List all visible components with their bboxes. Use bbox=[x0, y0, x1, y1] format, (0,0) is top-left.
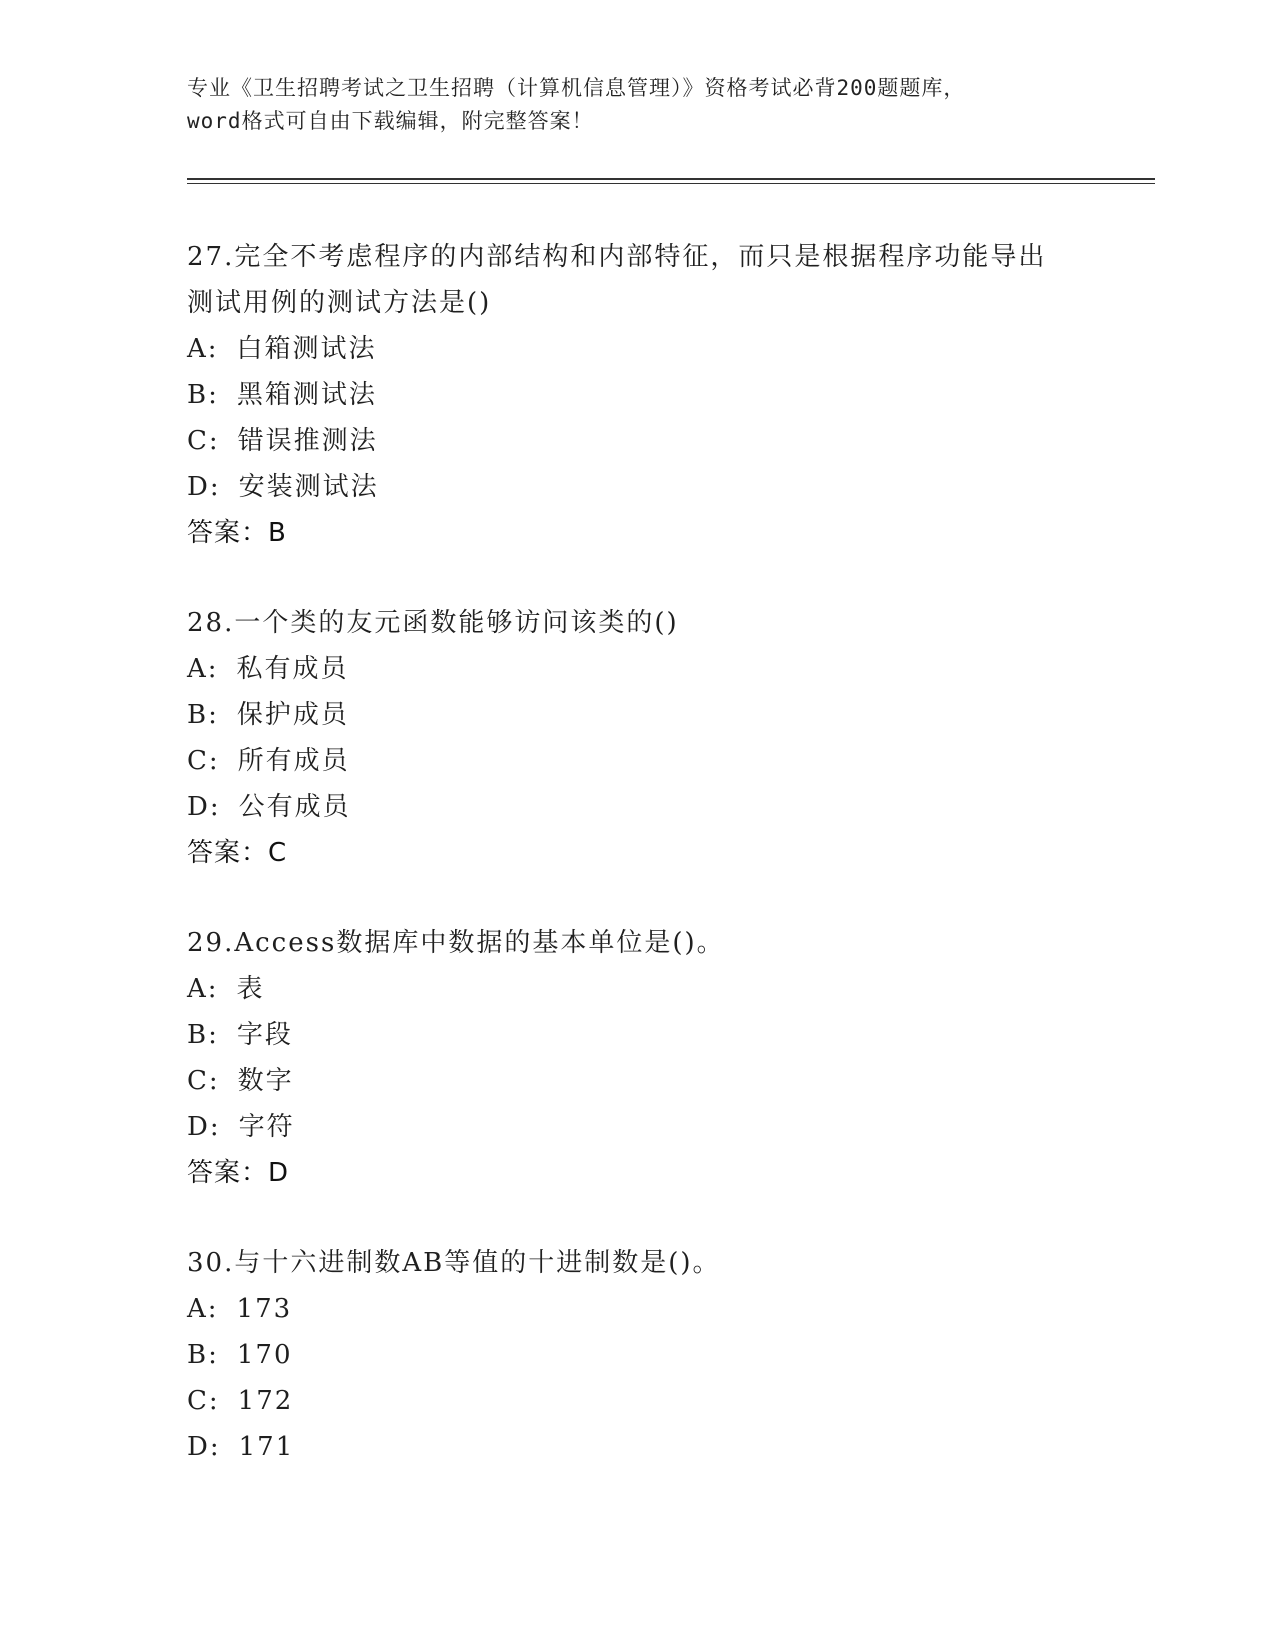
question-list bbox=[187, 234, 1087, 1514]
option-letter: B: bbox=[187, 1340, 219, 1370]
answer-line: 答案：C bbox=[187, 838, 288, 868]
option-text: 所有成员 bbox=[237, 746, 350, 776]
question-stem-line-2: 测试用例的测试方法是() bbox=[187, 288, 492, 318]
option-letter: C: bbox=[187, 1386, 220, 1416]
header-divider-thick bbox=[187, 178, 1155, 180]
header-divider-thin bbox=[187, 183, 1155, 184]
option-letter: A: bbox=[187, 334, 219, 364]
option-b bbox=[187, 692, 1087, 738]
option-d bbox=[187, 464, 1087, 510]
question-stem-line-1: 28.一个类的友元函数能够访问该类的() bbox=[187, 608, 679, 638]
option-c bbox=[187, 738, 1087, 784]
option-c bbox=[187, 1058, 1087, 1104]
option-letter: A: bbox=[187, 974, 219, 1004]
option-letter: C: bbox=[187, 746, 220, 776]
option-text: 公有成员 bbox=[238, 792, 351, 822]
document-header bbox=[187, 72, 1087, 138]
question-stem-line-1: 27.完全不考虑程序的内部结构和内部特征，而只是根据程序功能导出 bbox=[187, 242, 1047, 272]
option-text: 表 bbox=[236, 974, 265, 1004]
option-letter: D: bbox=[187, 792, 221, 822]
option-text: 数字 bbox=[237, 1066, 294, 1096]
option-letter: D: bbox=[187, 1432, 221, 1462]
option-text: 黑箱测试法 bbox=[236, 380, 377, 410]
option-text: 173 bbox=[236, 1294, 293, 1324]
option-a bbox=[187, 966, 1087, 1012]
option-text: 171 bbox=[238, 1432, 295, 1462]
question-stem-line-1: 29.Access数据库中数据的基本单位是()。 bbox=[187, 928, 725, 958]
answer-line: 答案：D bbox=[187, 1158, 290, 1188]
option-b bbox=[187, 1332, 1087, 1378]
question-29 bbox=[187, 920, 1087, 1196]
option-letter: C: bbox=[187, 426, 220, 456]
option-c bbox=[187, 1378, 1087, 1424]
header-line-1: 专业《卫生招聘考试之卫生招聘（计算机信息管理）》资格考试必背200题题库， bbox=[187, 76, 966, 100]
option-b bbox=[187, 1012, 1087, 1058]
option-text: 字符 bbox=[238, 1112, 295, 1142]
question-28 bbox=[187, 600, 1087, 876]
option-c bbox=[187, 418, 1087, 464]
option-a bbox=[187, 646, 1087, 692]
question-27 bbox=[187, 234, 1087, 556]
option-text: 私有成员 bbox=[236, 654, 349, 684]
option-letter: B: bbox=[187, 700, 219, 730]
option-text: 字段 bbox=[236, 1020, 293, 1050]
option-letter: D: bbox=[187, 472, 221, 502]
question-stem bbox=[187, 600, 1087, 646]
option-b bbox=[187, 372, 1087, 418]
option-d bbox=[187, 1424, 1087, 1470]
answer-line: 答案：B bbox=[187, 518, 287, 548]
option-letter: C: bbox=[187, 1066, 220, 1096]
option-text: 170 bbox=[236, 1340, 293, 1370]
option-d bbox=[187, 784, 1087, 830]
option-a bbox=[187, 326, 1087, 372]
question-stem-line-1: 30.与十六进制数AB等值的十进制数是()。 bbox=[187, 1248, 721, 1278]
question-stem bbox=[187, 920, 1087, 966]
option-text: 保护成员 bbox=[236, 700, 349, 730]
option-letter: A: bbox=[187, 654, 219, 684]
question-30 bbox=[187, 1240, 1087, 1470]
option-text: 白箱测试法 bbox=[236, 334, 377, 364]
question-stem bbox=[187, 1240, 1087, 1286]
option-a bbox=[187, 1286, 1087, 1332]
option-d bbox=[187, 1104, 1087, 1150]
option-text: 172 bbox=[237, 1386, 294, 1416]
question-stem bbox=[187, 234, 1087, 326]
option-letter: D: bbox=[187, 1112, 221, 1142]
header-line-2: word格式可自由下载编辑，附完整答案！ bbox=[187, 109, 594, 133]
option-text: 错误推测法 bbox=[237, 426, 378, 456]
option-letter: B: bbox=[187, 380, 219, 410]
option-letter: A: bbox=[187, 1294, 219, 1324]
option-text: 安装测试法 bbox=[238, 472, 379, 502]
option-letter: B: bbox=[187, 1020, 219, 1050]
